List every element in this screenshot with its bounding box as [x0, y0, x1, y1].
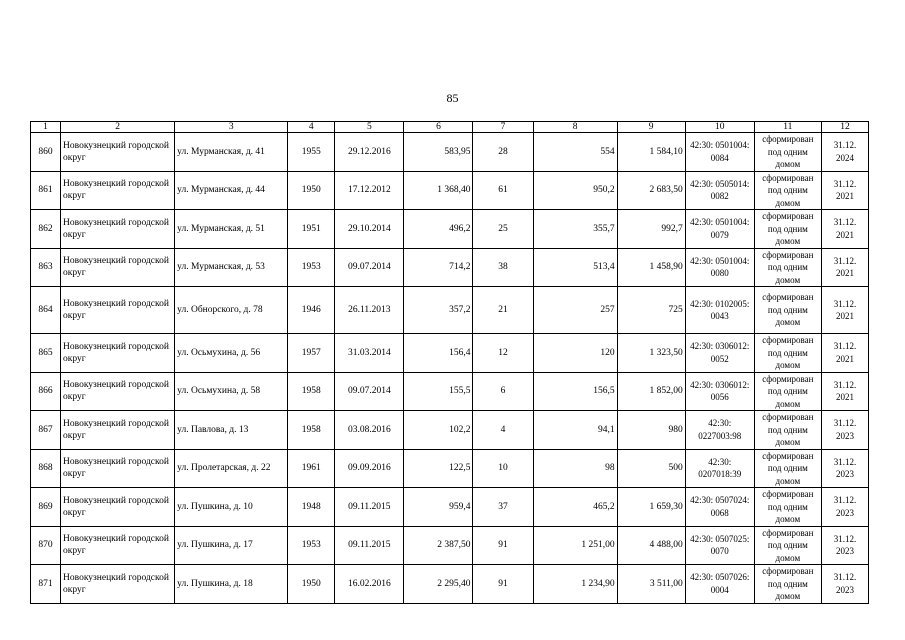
deadline-cell: 31.12. 2021	[821, 372, 868, 411]
total-area-cell: 102,2	[404, 411, 473, 450]
living-area-cell: 257	[533, 287, 617, 334]
living-area-cell: 465,2	[533, 488, 617, 527]
date-cell: 17.12.2012	[335, 171, 404, 210]
total-area-cell: 583,95	[404, 133, 473, 172]
deadline-cell: 31.12. 2021	[821, 248, 868, 287]
cadastral-number-cell: 42:30: 0507026: 0004	[685, 565, 754, 604]
year-built-cell: 1958	[288, 411, 335, 450]
residents-count-cell: 25	[473, 210, 533, 249]
deadline-cell: 31.12. 2023	[821, 411, 868, 450]
cadastral-number-cell: 42:30: 0501004: 0080	[685, 248, 754, 287]
year-built-cell: 1953	[288, 248, 335, 287]
year-built-cell: 1958	[288, 372, 335, 411]
total-area-cell: 2 295,40	[404, 565, 473, 604]
deadline-cell: 31.12. 2021	[821, 334, 868, 373]
residents-count-cell: 12	[473, 334, 533, 373]
cadastral-number-cell: 42:30: 0102005: 0043	[685, 287, 754, 334]
cadastral-number-cell: 42:30: 0505014: 0082	[685, 171, 754, 210]
total-area-cell: 357,2	[404, 287, 473, 334]
table-row	[31, 372, 869, 411]
year-built-cell: 1950	[288, 171, 335, 210]
total-area-cell: 156,4	[404, 334, 473, 373]
municipality-cell: Новокузнецкий городской округ	[61, 133, 175, 172]
address-cell: ул. Осьмухина, д. 56	[175, 334, 288, 373]
date-cell: 16.02.2016	[335, 565, 404, 604]
municipality-cell: Новокузнецкий городской округ	[61, 287, 175, 334]
column-number: 8	[533, 122, 617, 133]
column-number: 12	[821, 122, 868, 133]
value-cell: 500	[617, 449, 685, 488]
municipality-cell: Новокузнецкий городской округ	[61, 411, 175, 450]
land-plot-status-cell: сформирован под одним домом	[754, 411, 821, 450]
living-area-cell: 554	[533, 133, 617, 172]
land-plot-status-cell: сформирован под одним домом	[754, 171, 821, 210]
year-built-cell: 1948	[288, 488, 335, 527]
living-area-cell: 156,5	[533, 372, 617, 411]
municipality-cell: Новокузнецкий городской округ	[61, 488, 175, 527]
living-area-cell: 94,1	[533, 411, 617, 450]
row-number: 863	[31, 248, 61, 287]
cadastral-number-cell: 42:30: 0306012: 0052	[685, 334, 754, 373]
date-cell: 09.11.2015	[335, 488, 404, 527]
column-number: 1	[31, 122, 61, 133]
row-number: 862	[31, 210, 61, 249]
municipality-cell: Новокузнецкий городской округ	[61, 565, 175, 604]
column-number: 6	[404, 122, 473, 133]
housing-registry-table	[30, 121, 869, 604]
row-number: 860	[31, 133, 61, 172]
land-plot-status-cell: сформирован под одним домом	[754, 526, 821, 565]
table-row	[31, 287, 869, 334]
row-number: 871	[31, 565, 61, 604]
column-number-header-row	[31, 122, 869, 133]
deadline-cell: 31.12. 2023	[821, 565, 868, 604]
deadline-cell: 31.12. 2024	[821, 133, 868, 172]
cadastral-number-cell: 42:30: 0507024: 0068	[685, 488, 754, 527]
year-built-cell: 1955	[288, 133, 335, 172]
municipality-cell: Новокузнецкий городской округ	[61, 372, 175, 411]
land-plot-status-cell: сформирован под одним домом	[754, 133, 821, 172]
value-cell: 992,7	[617, 210, 685, 249]
date-cell: 03.08.2016	[335, 411, 404, 450]
residents-count-cell: 10	[473, 449, 533, 488]
value-cell: 1 584,10	[617, 133, 685, 172]
cadastral-number-cell: 42:30: 0306012: 0056	[685, 372, 754, 411]
cadastral-number-cell: 42:30: 0501004: 0084	[685, 133, 754, 172]
municipality-cell: Новокузнецкий городской округ	[61, 334, 175, 373]
land-plot-status-cell: сформирован под одним домом	[754, 565, 821, 604]
value-cell: 1 659,30	[617, 488, 685, 527]
living-area-cell: 120	[533, 334, 617, 373]
residents-count-cell: 61	[473, 171, 533, 210]
value-cell: 3 511,00	[617, 565, 685, 604]
value-cell: 1 458,90	[617, 248, 685, 287]
municipality-cell: Новокузнецкий городской округ	[61, 248, 175, 287]
row-number: 861	[31, 171, 61, 210]
address-cell: ул. Мурманская, д. 53	[175, 248, 288, 287]
residents-count-cell: 6	[473, 372, 533, 411]
row-number: 869	[31, 488, 61, 527]
land-plot-status-cell: сформирован под одним домом	[754, 449, 821, 488]
residents-count-cell: 4	[473, 411, 533, 450]
land-plot-status-cell: сформирован под одним домом	[754, 210, 821, 249]
date-cell: 29.12.2016	[335, 133, 404, 172]
value-cell: 725	[617, 287, 685, 334]
date-cell: 09.11.2015	[335, 526, 404, 565]
cadastral-number-cell: 42:30: 0207018:39	[685, 449, 754, 488]
column-number: 9	[617, 122, 685, 133]
column-number: 5	[335, 122, 404, 133]
row-number: 867	[31, 411, 61, 450]
date-cell: 29.10.2014	[335, 210, 404, 249]
land-plot-status-cell: сформирован под одним домом	[754, 488, 821, 527]
year-built-cell: 1946	[288, 287, 335, 334]
table-row	[31, 171, 869, 210]
residents-count-cell: 21	[473, 287, 533, 334]
year-built-cell: 1957	[288, 334, 335, 373]
address-cell: ул. Мурманская, д. 51	[175, 210, 288, 249]
year-built-cell: 1961	[288, 449, 335, 488]
address-cell: ул. Обнорского, д. 78	[175, 287, 288, 334]
land-plot-status-cell: сформирован под одним домом	[754, 248, 821, 287]
page-number: 85	[446, 91, 459, 105]
cadastral-number-cell: 42:30: 0227003:98	[685, 411, 754, 450]
table-row	[31, 248, 869, 287]
year-built-cell: 1953	[288, 526, 335, 565]
residents-count-cell: 38	[473, 248, 533, 287]
living-area-cell: 950,2	[533, 171, 617, 210]
column-number: 10	[685, 122, 754, 133]
deadline-cell: 31.12. 2023	[821, 488, 868, 527]
row-number: 866	[31, 372, 61, 411]
address-cell: ул. Павлова, д. 13	[175, 411, 288, 450]
living-area-cell: 513,4	[533, 248, 617, 287]
total-area-cell: 959,4	[404, 488, 473, 527]
table-row	[31, 565, 869, 604]
table-row	[31, 334, 869, 373]
table-row	[31, 133, 869, 172]
total-area-cell: 714,2	[404, 248, 473, 287]
land-plot-status-cell: сформирован под одним домом	[754, 372, 821, 411]
column-number: 11	[754, 122, 821, 133]
residents-count-cell: 91	[473, 565, 533, 604]
total-area-cell: 496,2	[404, 210, 473, 249]
land-plot-status-cell: сформирован под одним домом	[754, 287, 821, 334]
column-number: 2	[61, 122, 175, 133]
deadline-cell: 31.12. 2021	[821, 171, 868, 210]
address-cell: ул. Пушкина, д. 10	[175, 488, 288, 527]
value-cell: 1 852,00	[617, 372, 685, 411]
living-area-cell: 1 251,00	[533, 526, 617, 565]
cadastral-number-cell: 42:30: 0501004: 0079	[685, 210, 754, 249]
value-cell: 1 323,50	[617, 334, 685, 373]
living-area-cell: 98	[533, 449, 617, 488]
row-number: 864	[31, 287, 61, 334]
date-cell: 09.07.2014	[335, 248, 404, 287]
total-area-cell: 2 387,50	[404, 526, 473, 565]
total-area-cell: 122,5	[404, 449, 473, 488]
municipality-cell: Новокузнецкий городской округ	[61, 526, 175, 565]
living-area-cell: 355,7	[533, 210, 617, 249]
total-area-cell: 1 368,40	[404, 171, 473, 210]
table-row	[31, 210, 869, 249]
deadline-cell: 31.12. 2021	[821, 287, 868, 334]
row-number: 868	[31, 449, 61, 488]
value-cell: 980	[617, 411, 685, 450]
deadline-cell: 31.12. 2021	[821, 210, 868, 249]
address-cell: ул. Пушкина, д. 17	[175, 526, 288, 565]
residents-count-cell: 91	[473, 526, 533, 565]
address-cell: ул. Пушкина, д. 18	[175, 565, 288, 604]
total-area-cell: 155,5	[404, 372, 473, 411]
column-number: 4	[288, 122, 335, 133]
table-row	[31, 526, 869, 565]
address-cell: ул. Пролетарская, д. 22	[175, 449, 288, 488]
residents-count-cell: 28	[473, 133, 533, 172]
table-row	[31, 488, 869, 527]
year-built-cell: 1950	[288, 565, 335, 604]
date-cell: 31.03.2014	[335, 334, 404, 373]
row-number: 870	[31, 526, 61, 565]
table-row	[31, 449, 869, 488]
address-cell: ул. Мурманская, д. 44	[175, 171, 288, 210]
value-cell: 4 488,00	[617, 526, 685, 565]
date-cell: 09.09.2016	[335, 449, 404, 488]
column-number: 7	[473, 122, 533, 133]
municipality-cell: Новокузнецкий городской округ	[61, 449, 175, 488]
municipality-cell: Новокузнецкий городской округ	[61, 210, 175, 249]
address-cell: ул. Осьмухина, д. 58	[175, 372, 288, 411]
cadastral-number-cell: 42:30: 0507025: 0070	[685, 526, 754, 565]
year-built-cell: 1951	[288, 210, 335, 249]
living-area-cell: 1 234,90	[533, 565, 617, 604]
deadline-cell: 31.12. 2023	[821, 526, 868, 565]
date-cell: 09.07.2014	[335, 372, 404, 411]
land-plot-status-cell: сформирован под одним домом	[754, 334, 821, 373]
municipality-cell: Новокузнецкий городской округ	[61, 171, 175, 210]
address-cell: ул. Мурманская, д. 41	[175, 133, 288, 172]
deadline-cell: 31.12. 2023	[821, 449, 868, 488]
column-number: 3	[175, 122, 288, 133]
row-number: 865	[31, 334, 61, 373]
value-cell: 2 683,50	[617, 171, 685, 210]
date-cell: 26.11.2013	[335, 287, 404, 334]
table-row	[31, 411, 869, 450]
residents-count-cell: 37	[473, 488, 533, 527]
